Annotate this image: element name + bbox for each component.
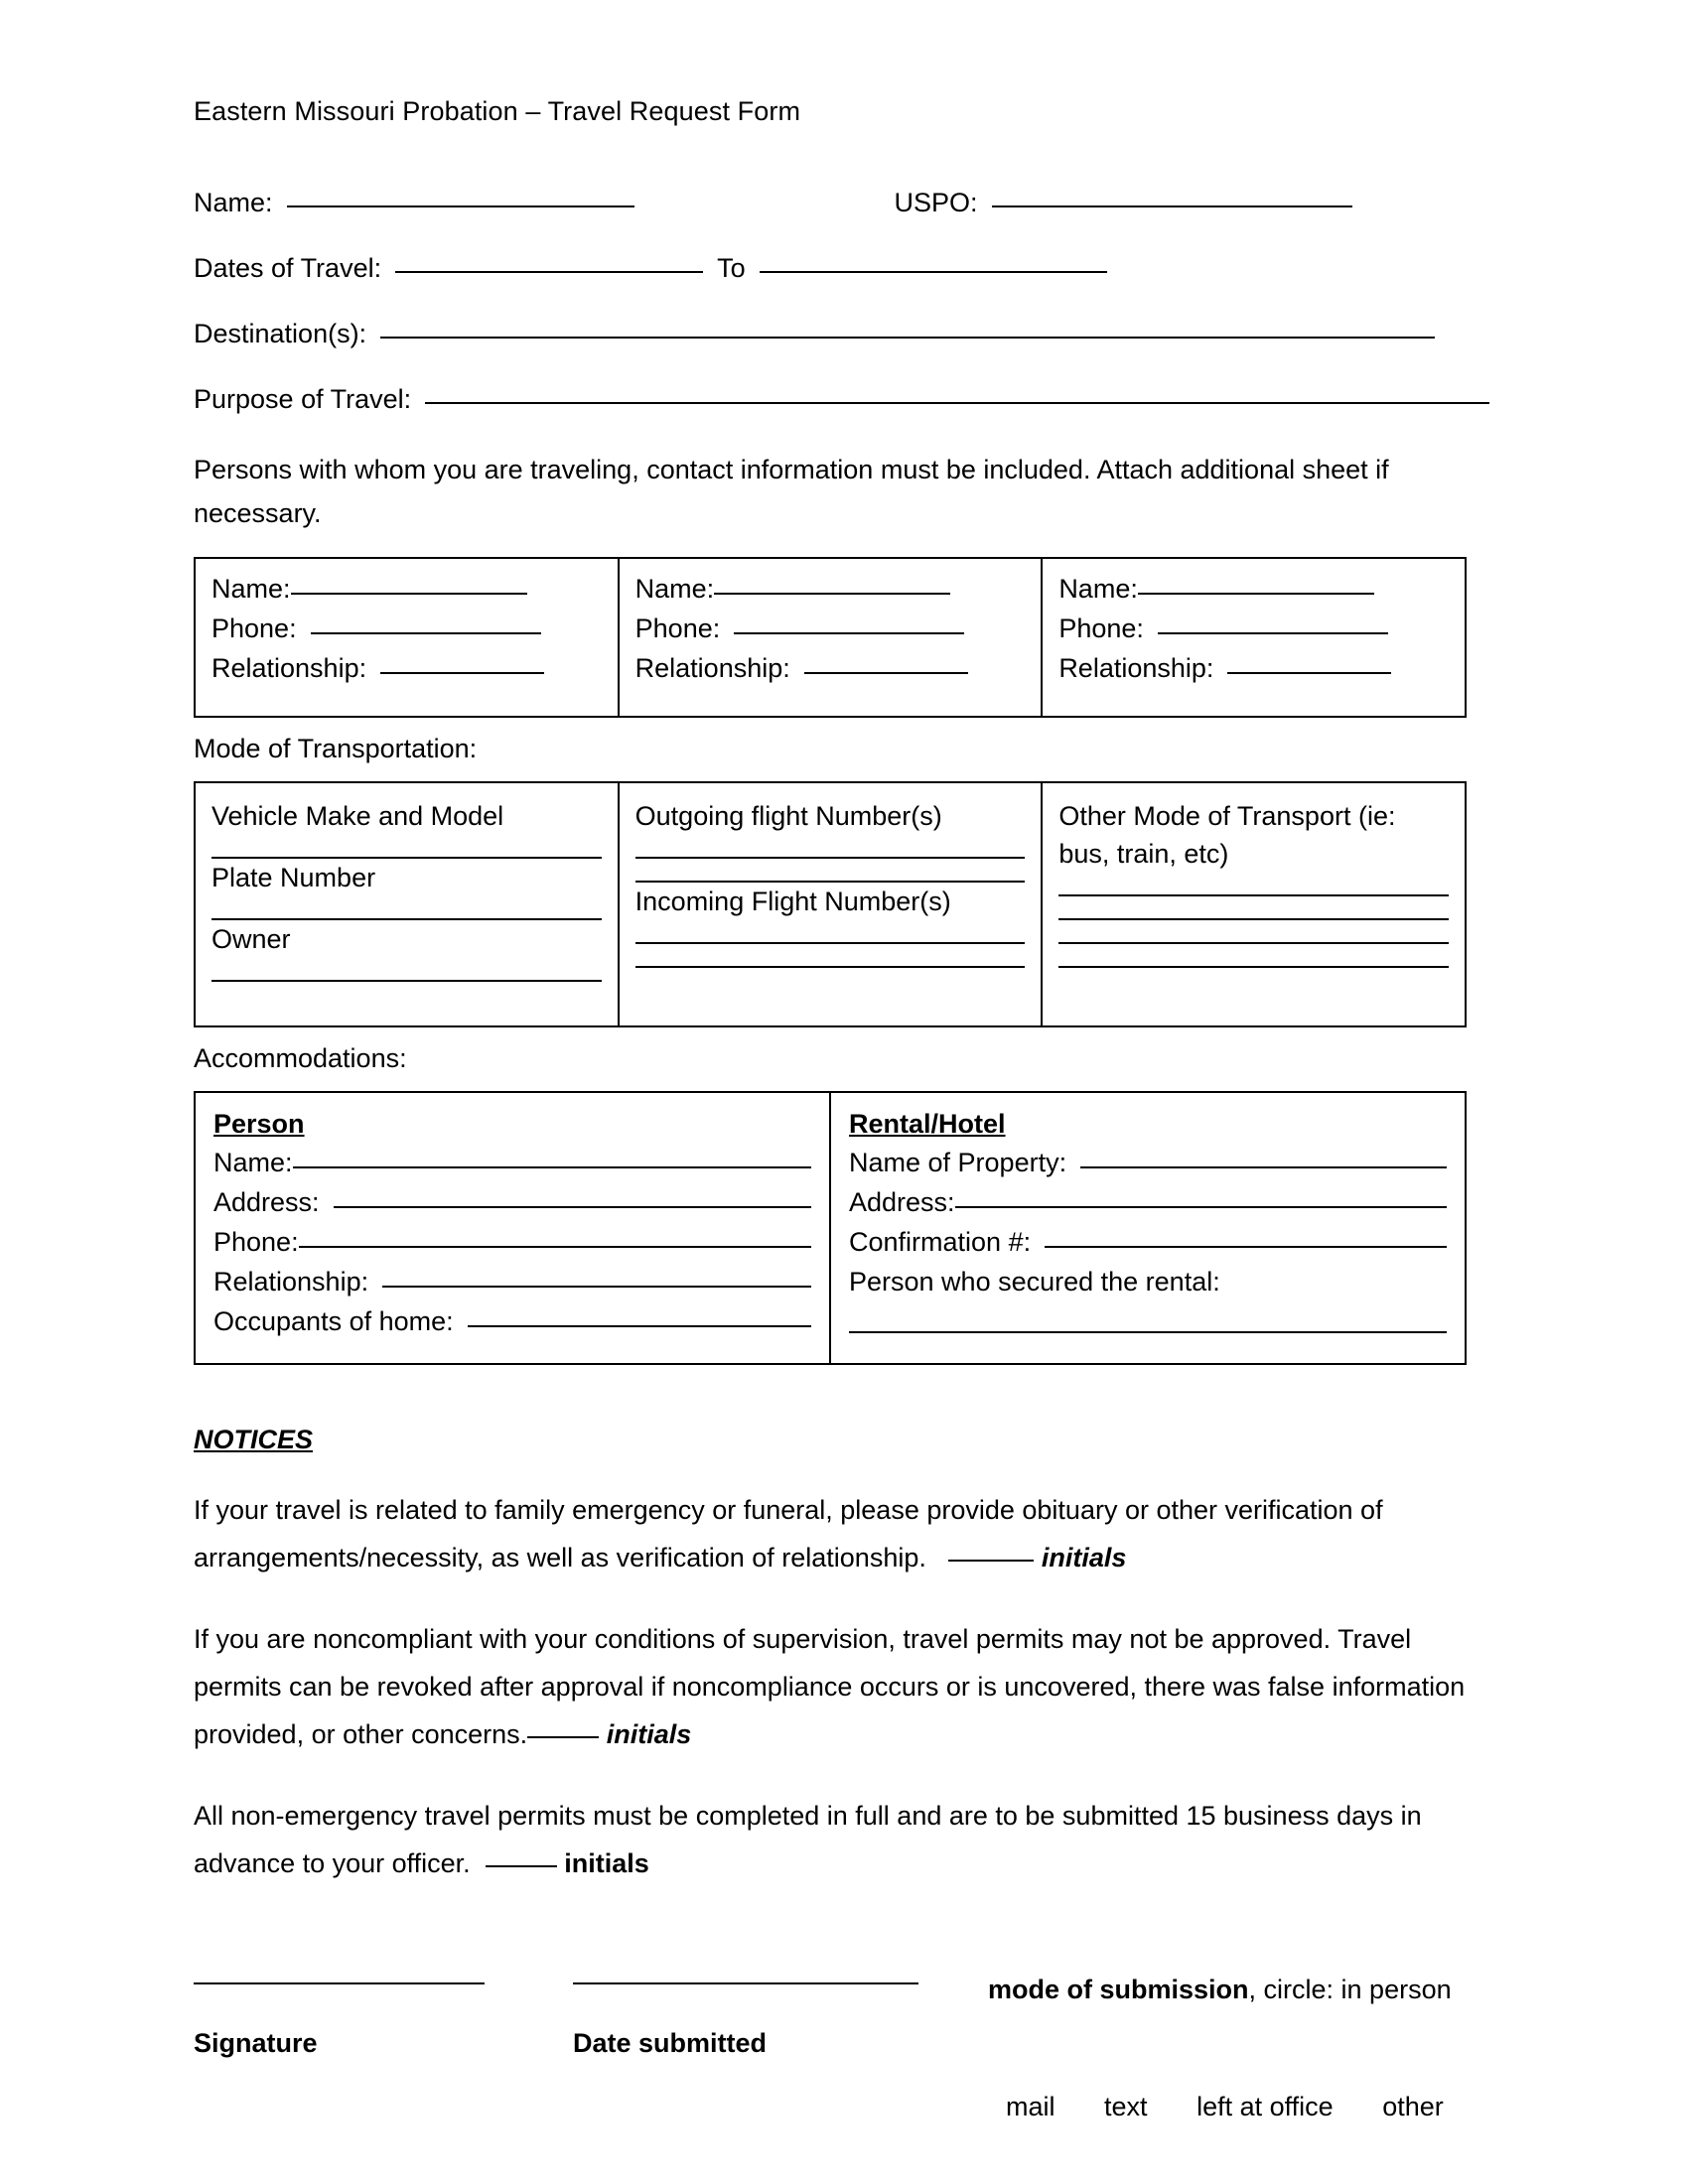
table-row: [195, 1092, 1466, 1364]
rental-property-label: Name of Property:: [849, 1148, 1067, 1177]
vehicle-owner-label: Owner: [211, 924, 291, 954]
notice-2-initials-rule[interactable]: [527, 1736, 599, 1738]
person-name-label: Name:: [213, 1148, 293, 1177]
contact-phone-line: [1058, 609, 1449, 648]
rental-confirmation-label: Confirmation #:: [849, 1227, 1032, 1257]
mode-option-mail[interactable]: mail: [1006, 2092, 1055, 2121]
contact-cell-3: [1042, 558, 1466, 717]
contact-relationship-line: [211, 648, 602, 688]
destinations-row: [194, 317, 1489, 350]
person-phone-label: Phone:: [213, 1227, 299, 1257]
rental-property-rule[interactable]: [1080, 1166, 1447, 1168]
rental-secured-by-label: Person who secured the rental:: [849, 1267, 1220, 1297]
purpose-row: [194, 382, 1489, 416]
person-address-rule[interactable]: [334, 1206, 811, 1208]
purpose-input-rule[interactable]: [425, 402, 1489, 404]
other-transport-rule-2[interactable]: [1058, 918, 1449, 920]
person-address-label: Address:: [213, 1187, 320, 1217]
outgoing-flight-label: Outgoing flight Number(s): [634, 801, 942, 831]
notice-1-text: If your travel is related to family emergency or funeral, please provide obituary or other verification of arrangements/necessity, as well as verification of relationship.: [194, 1495, 1383, 1572]
contact-phone-label: Phone:: [1058, 614, 1144, 643]
contact-relationship-label: Relationship:: [1058, 653, 1214, 683]
rental-confirmation-line: [849, 1222, 1447, 1262]
uspo-input-rule[interactable]: [992, 205, 1352, 207]
person-relationship-label: Relationship:: [213, 1267, 369, 1297]
signature-labels-row: [194, 2026, 1489, 2060]
uspo-label: USPO:: [894, 188, 978, 217]
person-name-rule[interactable]: [293, 1166, 811, 1168]
mode-option-left-at-office[interactable]: left at office: [1196, 2092, 1334, 2121]
rental-secured-by-rule[interactable]: [849, 1331, 1447, 1333]
accommodations-label: Accommodations:: [194, 1043, 407, 1073]
other-transport-rule-1[interactable]: [1058, 894, 1449, 896]
contact-cell-2: [619, 558, 1043, 717]
contact-relationship-rule[interactable]: [804, 672, 968, 674]
person-phone-rule[interactable]: [299, 1246, 811, 1248]
person-section-title: Person: [213, 1109, 305, 1139]
date-submitted-label: Date submitted: [573, 2028, 768, 2058]
date-from-input-rule[interactable]: [395, 271, 703, 273]
contact-phone-rule[interactable]: [1158, 632, 1388, 634]
contact-phone-line: [211, 609, 602, 648]
contact-cell-1: [195, 558, 619, 717]
rental-confirmation-rule[interactable]: [1045, 1246, 1447, 1248]
plate-number-label: Plate Number: [211, 863, 376, 892]
notice-2-text: If you are noncompliant with your conditions of supervision, travel permits may not be approved. Travel permits can be revoked after approval if noncompliance occurs or is uncovered, there was false information provided, or other concerns.: [194, 1624, 1466, 1749]
name-label: Name:: [194, 188, 273, 217]
page-title: Eastern Missouri Probation – Travel Request Form: [194, 96, 801, 126]
purpose-label: Purpose of Travel:: [194, 384, 412, 414]
rental-section-title: Rental/Hotel: [849, 1109, 1006, 1139]
other-transport-rule-4[interactable]: [1058, 966, 1449, 968]
rental-address-line: [849, 1182, 1447, 1222]
travel-companions-instructions: Persons with whom you are traveling, contact information must be included. Attach additional sheet if necessary.: [194, 455, 1389, 528]
destinations-input-rule[interactable]: [380, 337, 1435, 339]
contact-name-rule[interactable]: [714, 593, 950, 595]
incoming-flight-rule-2[interactable]: [635, 966, 1026, 968]
notice-item-1: [194, 1486, 1484, 1581]
person-relationship-rule[interactable]: [382, 1286, 811, 1288]
incoming-flight-rule-1[interactable]: [635, 942, 1026, 944]
person-occupants-line: [213, 1301, 811, 1341]
contact-relationship-label: Relationship:: [634, 653, 790, 683]
contact-phone-rule[interactable]: [311, 632, 541, 634]
notice-3-initials-rule[interactable]: [486, 1865, 557, 1867]
accommodation-person-cell: [195, 1092, 830, 1364]
contact-phone-label: Phone:: [211, 614, 297, 643]
person-relationship-line: [213, 1262, 811, 1301]
rental-address-label: Address:: [849, 1187, 955, 1217]
notice-1-initials-label: initials: [1041, 1543, 1127, 1572]
incoming-flight-label: Incoming Flight Number(s): [634, 887, 951, 916]
table-row: [195, 558, 1466, 717]
signature-rule[interactable]: [194, 1982, 485, 1984]
contact-name-rule[interactable]: [1138, 593, 1374, 595]
name-uspo-row: [194, 186, 1489, 219]
to-label: To: [717, 253, 746, 283]
contact-relationship-line: [635, 648, 1026, 688]
person-phone-line: [213, 1222, 811, 1262]
other-transport-rule-3[interactable]: [1058, 942, 1449, 944]
date-to-input-rule[interactable]: [760, 271, 1107, 273]
notice-item-3: [194, 1792, 1484, 1887]
other-transport-cell: [1042, 782, 1466, 1026]
dates-of-travel-label: Dates of Travel:: [194, 253, 382, 283]
mode-option-other[interactable]: other: [1382, 2092, 1444, 2121]
transportation-table: [194, 781, 1467, 1027]
rental-address-rule[interactable]: [955, 1206, 1447, 1208]
destinations-label: Destination(s):: [194, 319, 367, 348]
contact-phone-rule[interactable]: [734, 632, 964, 634]
contact-phone-label: Phone:: [634, 614, 721, 643]
rental-property-line: [849, 1143, 1447, 1182]
vehicle-make-model-label: Vehicle Make and Model: [211, 801, 504, 831]
accommodations-table: [194, 1091, 1467, 1365]
vehicle-owner-rule[interactable]: [211, 980, 602, 982]
signature-label: Signature: [194, 2028, 318, 2058]
other-transport-label: Other Mode of Transport (ie: bus, train, etc): [1058, 801, 1396, 869]
contact-relationship-rule[interactable]: [380, 672, 544, 674]
table-row: [195, 782, 1466, 1026]
person-name-line: [213, 1143, 811, 1182]
contact-phone-line: [635, 609, 1026, 648]
notice-1-initials-rule[interactable]: [948, 1560, 1034, 1562]
mode-of-submission-label: mode of submission: [988, 1975, 1249, 2004]
contact-name-line: [211, 569, 602, 609]
form-footer: [194, 1975, 1489, 2131]
contact-name-label: Name:: [1058, 574, 1138, 604]
date-submitted-rule[interactable]: [573, 1982, 918, 1984]
contact-name-line: [1058, 569, 1449, 609]
contact-name-label: Name:: [634, 574, 715, 604]
person-occupants-label: Occupants of home:: [213, 1306, 454, 1336]
mode-of-submission-options: [1006, 2090, 1444, 2123]
person-address-line: [213, 1182, 811, 1222]
dates-of-travel-row: [194, 251, 1489, 285]
notice-item-2: [194, 1615, 1484, 1758]
flights-cell: [619, 782, 1043, 1026]
notice-3-initials-label: initials: [564, 1848, 649, 1878]
notice-2-initials-label: initials: [606, 1719, 692, 1749]
outgoing-flight-rule-1[interactable]: [635, 857, 1026, 859]
mode-of-submission-instruction: , circle: in person: [1248, 1975, 1452, 2004]
accommodation-rental-cell: [830, 1092, 1466, 1364]
notice-3-text: All non-emergency travel permits must be completed in full and are to be submitted 15 business days in advance to your officer.: [194, 1801, 1422, 1878]
notices-heading: NOTICES: [194, 1425, 314, 1454]
travel-companions-table: [194, 557, 1467, 718]
mode-option-text[interactable]: text: [1104, 2092, 1148, 2121]
person-occupants-rule[interactable]: [468, 1325, 811, 1327]
contact-relationship-line: [1058, 648, 1449, 688]
contact-name-line: [635, 569, 1026, 609]
contact-relationship-rule[interactable]: [1227, 672, 1391, 674]
vehicle-cell: [195, 782, 619, 1026]
contact-name-rule[interactable]: [291, 593, 527, 595]
name-input-rule[interactable]: [287, 205, 634, 207]
mode-of-submission-line: [988, 1973, 1452, 2006]
contact-relationship-label: Relationship:: [211, 653, 367, 683]
mode-of-transportation-label: Mode of Transportation:: [194, 734, 478, 763]
contact-name-label: Name:: [211, 574, 291, 604]
